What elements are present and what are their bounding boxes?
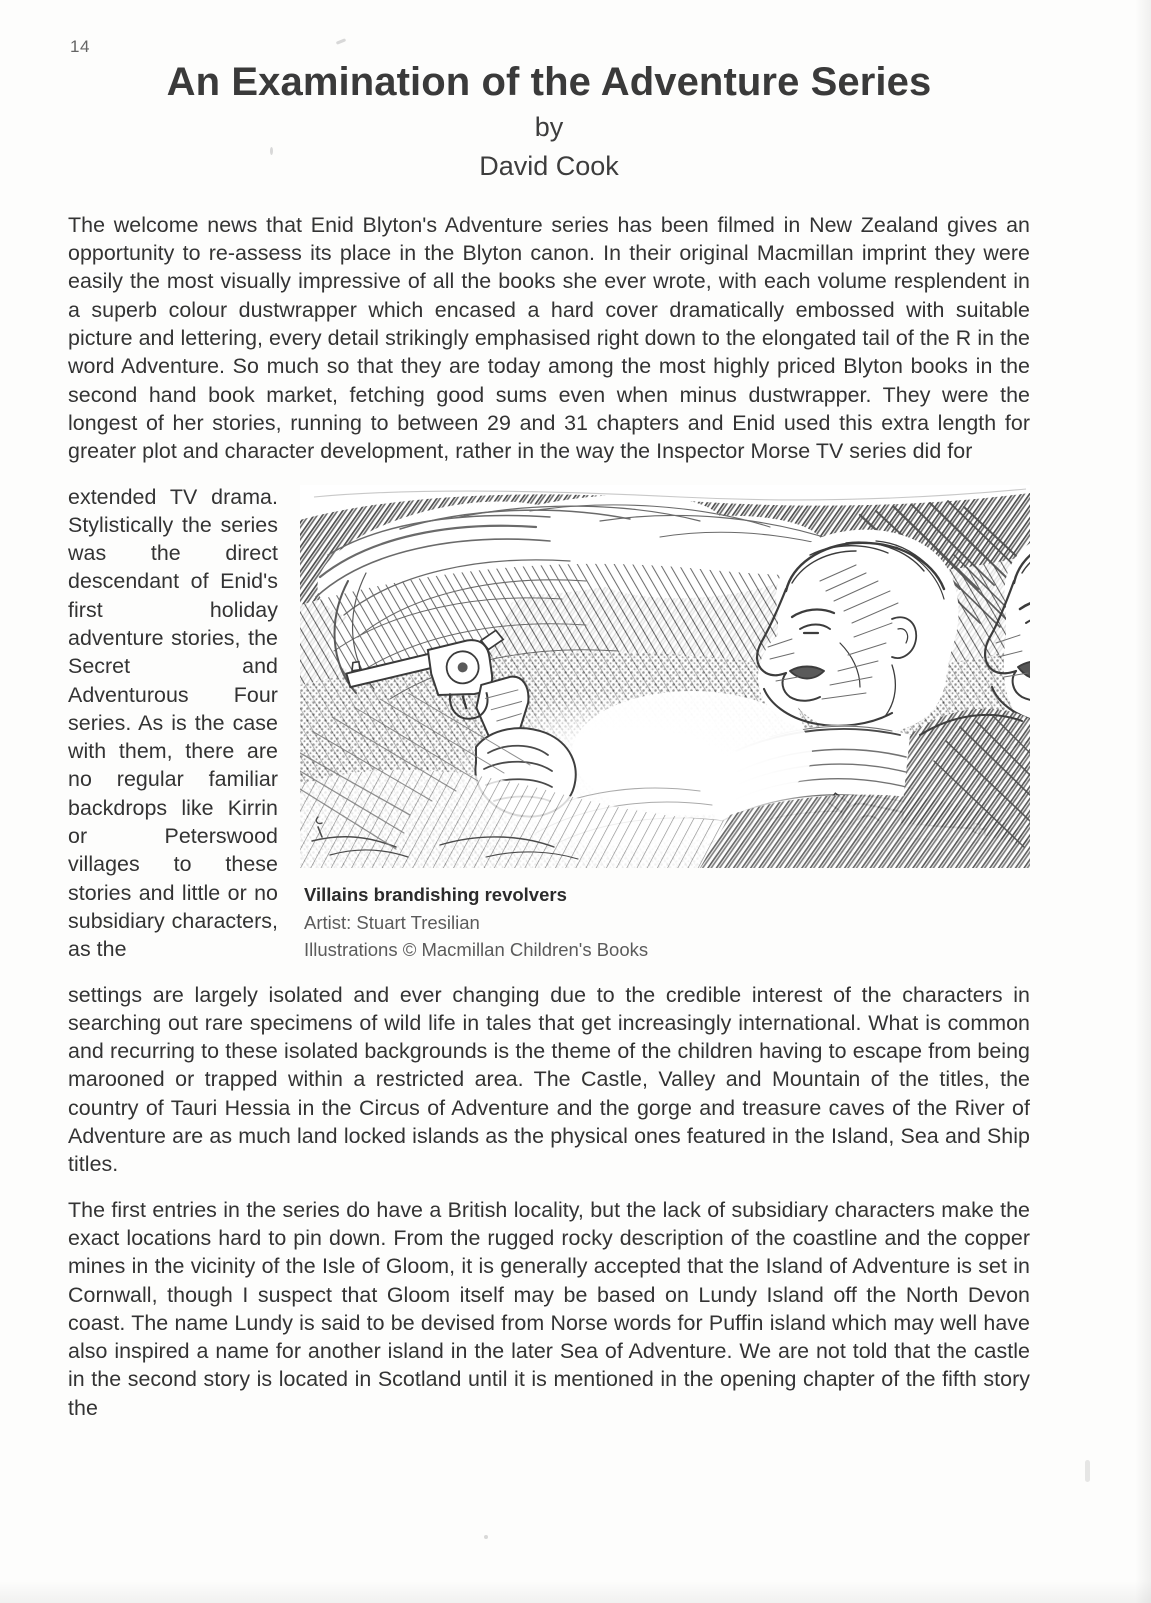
body-paragraph-3: settings are largely isolated and ever changing due to the credible interest of the characters in searching out rare specimens of wild life in tales that get increasingly international. What is common and recurring to these isolated backgrounds is the theme of the children having to escape from being marooned or trapped within a restricted area. The Castle, Valley and Mountain of the titles, the country of Tauri Hessia in the Circus of Adventure and the gorge and treasure caves of the River of Adventure are as much land locked islands as the physical ones featured in the Island, Sea and Ship titles.: [68, 982, 1030, 1177]
page-content: [68, 38, 1030, 1422]
page-number: 14: [70, 37, 90, 56]
villains-brandishing-revolvers-illustration: [300, 485, 1030, 868]
byline-author: David Cook: [479, 150, 619, 181]
body-paragraph-2: extended TV drama. Stylistically the series was the direct descendant of Enid's first holiday adventure stories, the Secret and Adventurous Four series. As is the case with them, there are no regular familiar backdrops like Kirrin or Peterswood villages to these stories and little or no subsidiary characters, as the: [68, 484, 278, 962]
figure-caption: [300, 882, 1030, 963]
figure-illustration-block: [300, 485, 1030, 963]
scan-artifact-speck: [484, 1535, 488, 1539]
byline-by-label: by: [534, 112, 564, 143]
body-paragraph-1: The welcome news that Enid Blyton's Adventure series has been filmed in New Zealand gives an opportunity to re-assess its place in the Blyton canon. In their original Macmillan imprint they were easily the most visually impressive of all the books she ever wrote, with each volume resplendent in a superb colour dustwrapper which encased a hard cover dramatically embossed with suitable picture and lettering, every detail strikingly emphasised right down to the elongated tail of the R in the word Adventure. So much so that they are today among the most highly priced Blyton books in the second hand book market, fetching good sums even when minus dustwrapper. They were the longest of her stories, running to between 29 and 31 chapters and Enid used this extra length for greater plot and character development, rather in the way the Inspector Morse TV series did for: [68, 212, 1030, 464]
scan-edge-shadow-right: [1135, 0, 1151, 1603]
scan-artifact-speck: [1085, 1460, 1090, 1482]
scan-edge-shadow-bottom: [0, 1581, 1151, 1603]
page-title: An Examination of the Adventure Series: [166, 60, 932, 104]
caption-title: Villains brandishing revolvers: [304, 883, 567, 905]
caption-artist: Artist: Stuart Tresilian: [304, 912, 480, 934]
caption-credit: Illustrations © Macmillan Children's Books: [304, 938, 649, 960]
body-paragraph-4: The first entries in the series do have a British locality, but the lack of subsidiary characters make the exact locations hard to pin down. From the rugged rocky description of the coastline and the copper mines in the vicinity of the Isle of Gloom, it is generally accepted that the Island of Adventure is set in Cornwall, though I suspect that Gloom itself may be based on Lundy Island off the North Devon coast. The name Lundy is said to be devised from Norse words for Puffin island which may well have also inspired a name for another island in the later Sea of Adventure. We are not told that the castle in the second story is located in Scotland until it is mentioned in the opening chapter of the fifth story the: [68, 1197, 1030, 1420]
